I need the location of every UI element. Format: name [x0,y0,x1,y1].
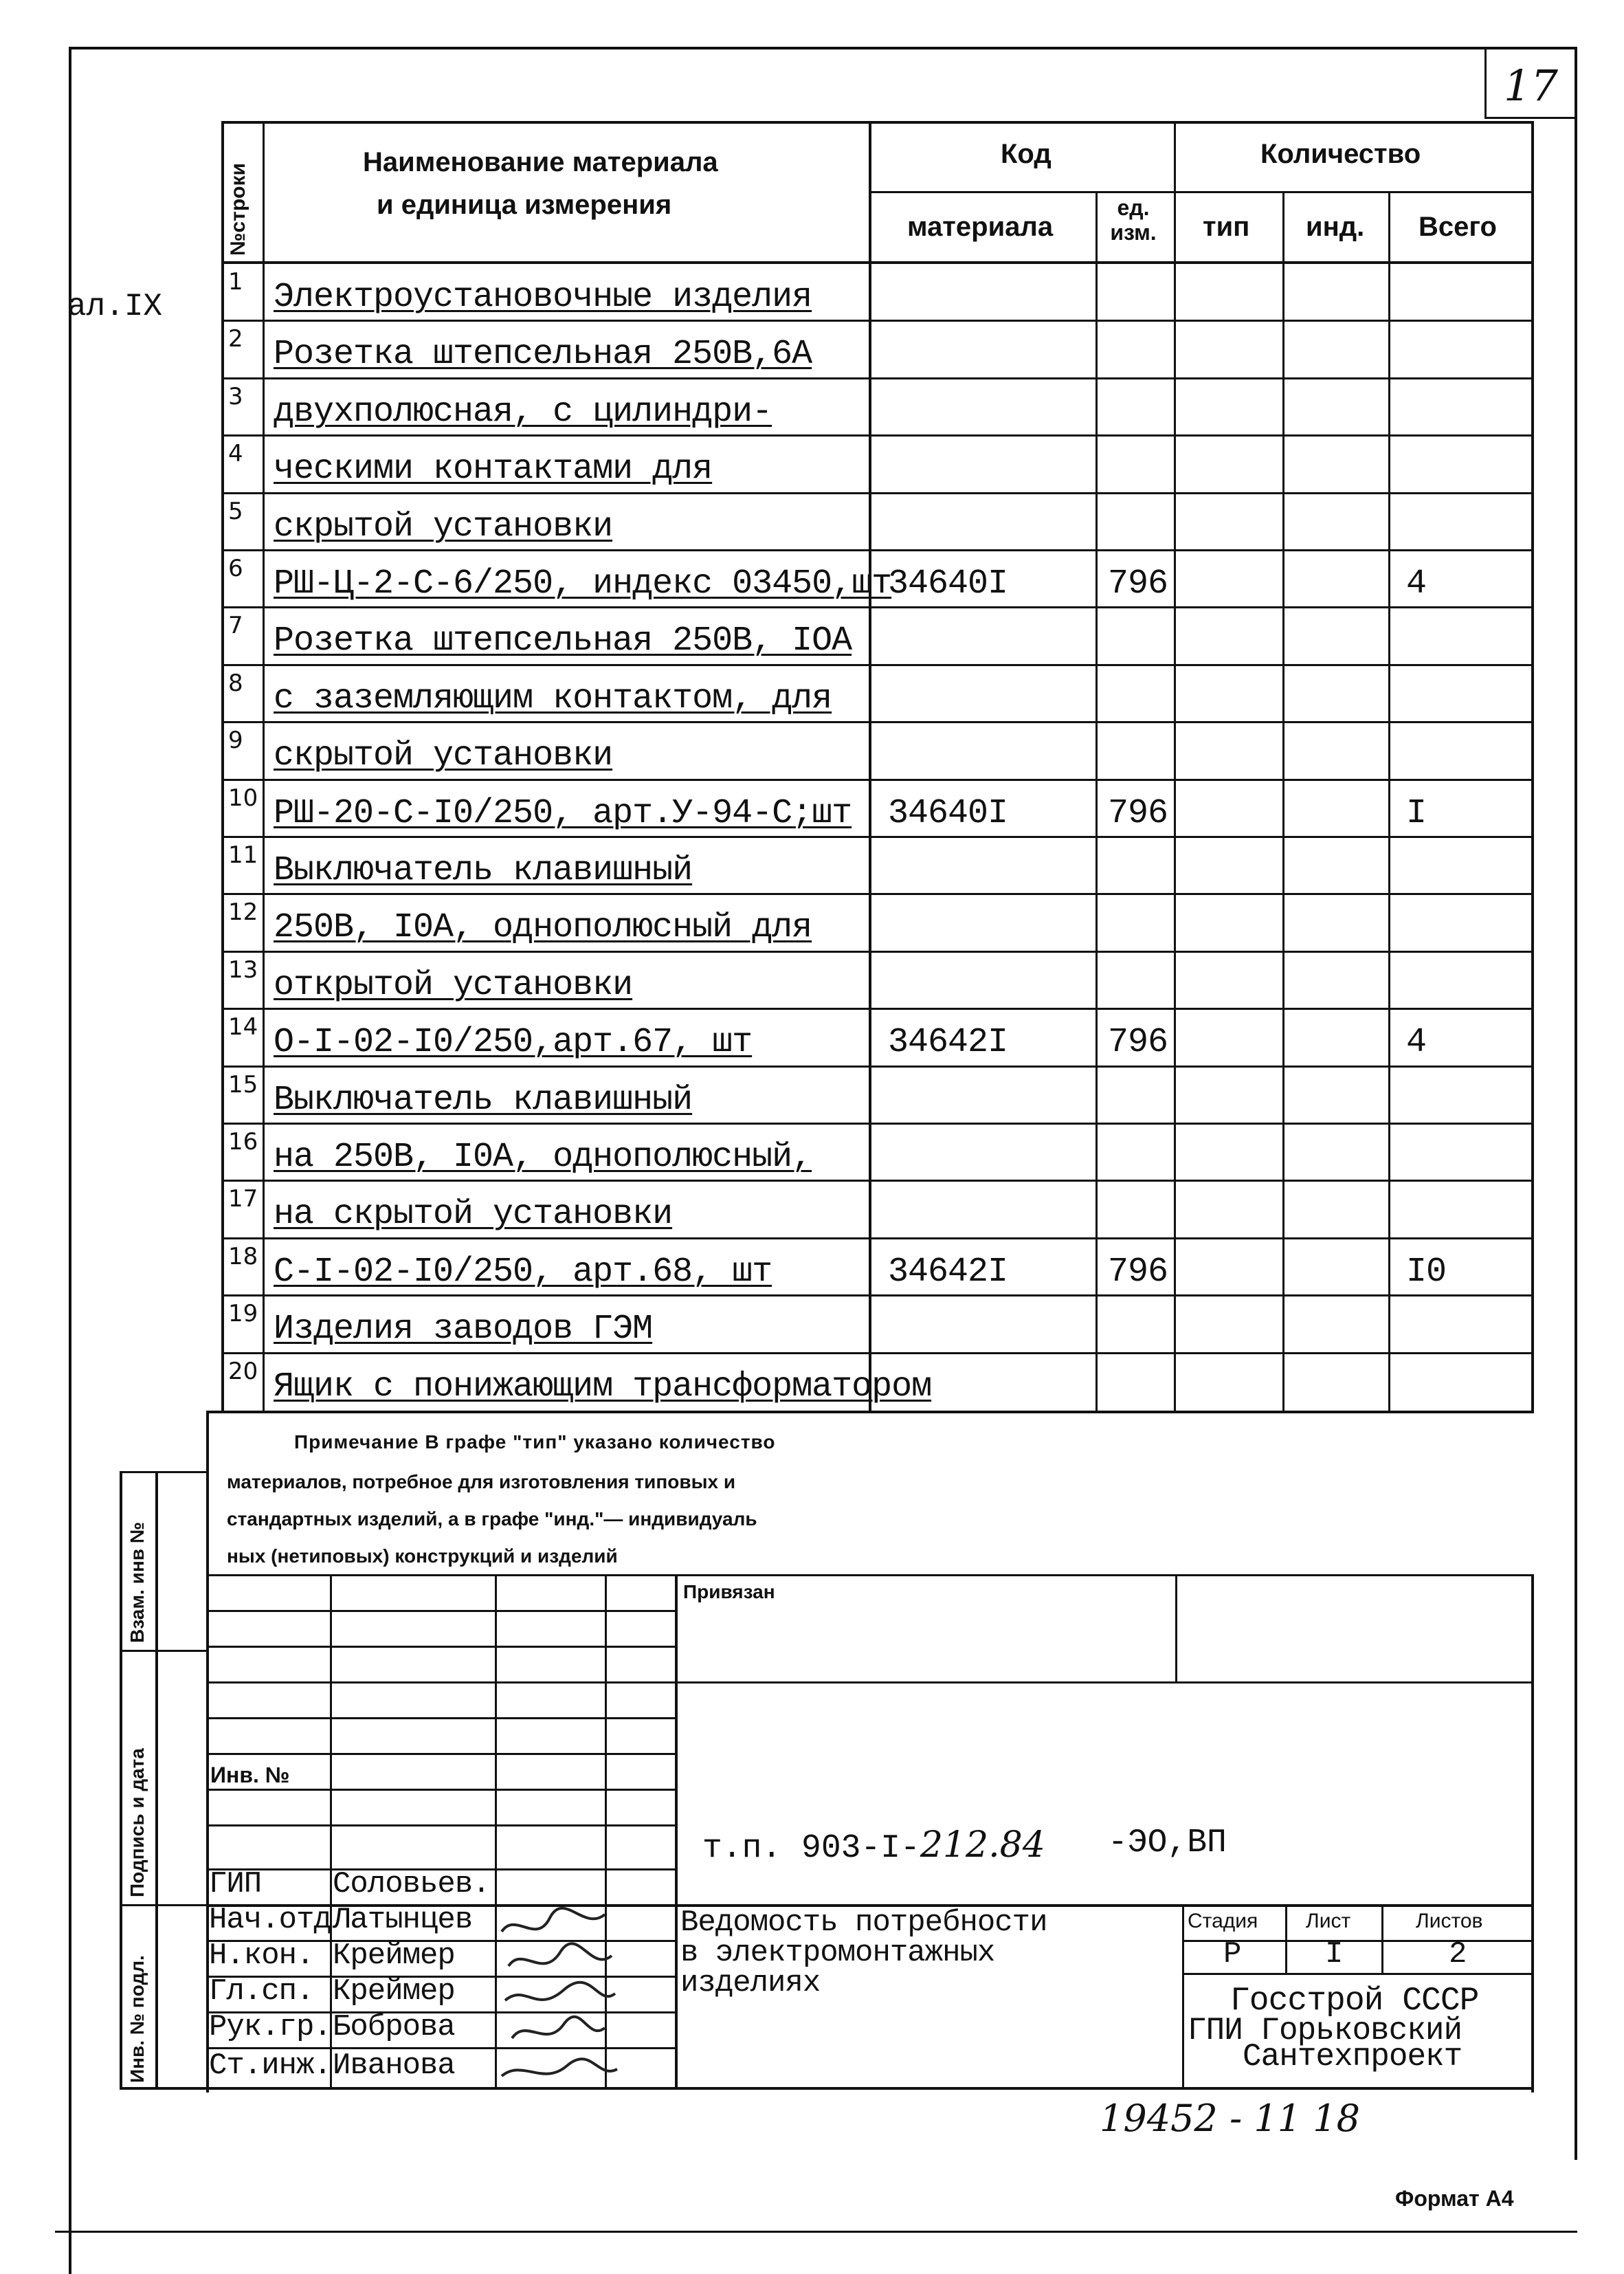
name-header-line2: и единица измерения [377,190,672,220]
row-name: Электроустановочные изделия [274,278,812,317]
name-header-line1: Наименование материала [363,147,718,177]
row-number: 3 [228,382,243,410]
material-header: материала [907,212,1054,242]
ind-header: инд. [1306,212,1365,242]
name-nach-otd: Латынцев [333,1903,473,1937]
total-header: Всего [1419,212,1497,242]
frame-top [69,47,1577,49]
org-line2: ГПИ Горьковский [1188,2013,1462,2049]
row-name: на 250В, I0А, однополюсный, [274,1138,812,1177]
code-header: Код [1001,139,1052,169]
row-number: 15 [228,1070,258,1099]
stage-value: Р [1223,1937,1241,1972]
sheet-label: Лист [1306,1910,1351,1932]
sheet-value: I [1325,1937,1343,1972]
row-total: 4 [1406,1023,1427,1063]
side-label-podpis: Подпись и дата [126,1748,148,1897]
row-number: 20 [228,1357,258,1385]
role-gip: ГИП [209,1867,262,1901]
sheets-value: 2 [1449,1937,1467,1972]
row-code: 34642I [888,1023,1008,1063]
role-n-kon: Н.кон. [209,1939,314,1973]
row-number: 5 [228,497,243,525]
name-st-inzh: Иванова [333,2049,455,2083]
name-ruk-gr: Боброва [333,2010,455,2044]
doc-title-line2: в электромонтажных [680,1936,995,1970]
row-number: 2 [228,325,243,353]
name-gl-sp: Креймер [333,1974,455,2009]
row-total: 4 [1406,564,1427,604]
row-number: 11 [228,841,258,869]
row-name: двухполюсная, с цилиндри- [274,392,772,432]
org-line3: Сантехпроект [1243,2039,1462,2075]
row-unit: 796 [1108,793,1168,833]
frame-right [1575,47,1577,2160]
row-name: Ящик с понижающим трансформатором [274,1367,932,1406]
row-number: 4 [228,440,243,468]
doc-code-print: т.п. 903-I- [702,1830,920,1867]
inv-no-label: Инв. № [210,1763,290,1787]
note-line2: материалов, потребное для изготовления типовых и [227,1471,736,1492]
note-line3: стандартных изделий, а в графе "инд."— индивидуаль [227,1508,757,1530]
doc-suffix: -ЭО,ВП [1108,1824,1227,1862]
role-ruk-gr: Рук.гр. [209,2010,331,2044]
format-label: Формат А4 [1395,2186,1514,2211]
note-line1: Примечание В графе "тип" указано количество [294,1431,776,1453]
doc-code [702,1824,1045,1867]
row-name: РШ-Ц-2-С-6/250, индекс 03450,шт [274,564,892,604]
row-number: 13 [228,956,258,984]
row-number: 14 [228,1013,258,1041]
stage-label: Стадия [1188,1910,1258,1932]
privyazan-label: Привязан [683,1581,775,1602]
row-number: 17 [228,1185,258,1213]
unit-header: ед. изм. [1110,195,1157,245]
row-unit: 796 [1108,1252,1168,1292]
signatures [495,1904,619,2090]
row-name: с заземляющим контактом, для [274,678,832,718]
row-total: I [1406,793,1427,833]
row-name: открытой установки [274,965,633,1005]
doc-code-hand: 212.84 [920,1824,1045,1866]
row-name: С-I-02-I0/250, арт.68, шт [274,1252,772,1292]
type-header: тип [1203,212,1250,242]
row-number: 18 [228,1242,258,1270]
bottom-code: 19452 - 11 18 [1100,2097,1360,2140]
role-gl-sp: Гл.сп. [209,1974,314,2009]
row-number: 6 [228,555,243,582]
row-name: О-I-02-I0/250,арт.67, шт [274,1023,753,1063]
row-code: 34640I [888,564,1008,604]
row-number: 8 [228,669,243,697]
row-number: 16 [228,1128,258,1156]
row-name: РШ-20-С-I0/250, арт.У-94-С;шт [274,793,852,833]
row-number: 7 [228,612,243,640]
row-name: Выключатель клавишный [274,1080,693,1120]
row-number: 1 [228,268,243,296]
role-st-inzh: Ст.инж. [209,2049,331,2083]
row-number: 19 [228,1300,258,1328]
row-name: ческими контактами для [274,450,713,489]
row-number: 9 [228,727,243,755]
row-number: 10 [228,784,258,812]
doc-title-line1: Ведомость потребности [680,1906,1047,1940]
row-code: 34640I [888,793,1008,833]
sheet-number: 17 [1504,60,1558,111]
row-name: скрытой установки [274,507,613,547]
row-name: Изделия заводов ГЭМ [274,1310,653,1349]
row-name: на скрытой установки [274,1195,673,1235]
name-gip: Соловьев. [333,1867,490,1901]
row-name: скрытой установки [274,736,613,776]
row-name: Розетка штепсельная 250В, IОА [274,621,852,661]
row-code: 34642I [888,1252,1008,1292]
side-label-inv-podl: Инв. № подл. [126,1955,148,2083]
row-name: Розетка штепсельная 250В,6А [274,335,812,375]
side-label-vzam: Взам. инв № [126,1522,148,1643]
row-number-header: №строки [227,163,249,256]
margin-ref: ал.IX [67,289,163,324]
role-nach-otd: Нач.отд [209,1903,331,1937]
note-line4: ных (нетиповых) конструкций и изделий [227,1545,618,1567]
doc-title-line3: изделиях [680,1966,821,2000]
row-unit: 796 [1108,1023,1168,1063]
row-total: I0 [1406,1252,1447,1292]
row-number: 12 [228,898,258,927]
row-name: Выключатель клавишный [274,851,693,890]
quantity-header: Количество [1260,139,1421,169]
row-name: 250В, I0А, однополюсный для [274,908,812,948]
row-unit: 796 [1108,564,1168,604]
sheets-label: Листов [1416,1910,1483,1932]
name-n-kon: Креймер [333,1939,455,1973]
frame-left [69,47,71,2274]
org-line1: Госстрой СССР [1230,1983,1479,2020]
